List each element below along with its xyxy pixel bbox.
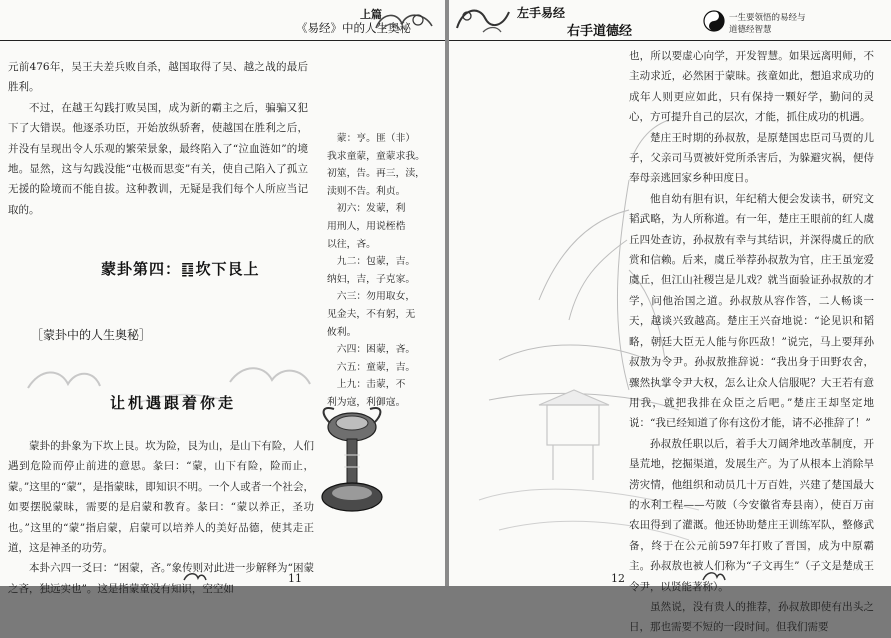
yin-yang-icon (703, 10, 725, 32)
sidebar-line: 见金夫，不有躬，无 (327, 308, 416, 320)
main-text-bottom (8, 436, 314, 599)
sidebar-line: 攸利。 (327, 326, 357, 338)
sidebar-line: 蒙：亨。匪（非） (336, 133, 416, 144)
sidebar-line: 六五：童蒙，吉。 (336, 361, 416, 373)
cloud-ornament-icon (182, 570, 208, 584)
sidebar-line: 初六：发蒙，利 (336, 203, 406, 215)
sidebar-line: 六四：困蒙，吝。 (336, 344, 416, 356)
tagline-line: 一生要领悟的易经与 (729, 13, 806, 23)
bronze-vessel-illustration (314, 405, 390, 525)
chapter-title: 蒙卦第四：䷃坎下艮上 (101, 260, 260, 278)
sidebar-line: 上九：击蒙，不 (336, 379, 406, 391)
section-label: ［蒙卦中的人生奥秘］ (31, 328, 152, 342)
page-number: 11 (288, 572, 302, 585)
cloud-ornament-icon (372, 6, 438, 36)
header-rule (0, 40, 445, 41)
right-page (449, 0, 891, 634)
logo-right-hand: 右手道德经 (567, 24, 633, 39)
sidebar-line: 我求童蒙，童蒙求我。 (327, 150, 425, 162)
header-part: 上篇 (360, 8, 382, 21)
left-page (0, 0, 445, 595)
paragraph: 蒙卦的卦象为下坎上艮。坎为险，艮为山，是山下有险，人们遇到危险而停止前进的意思。彖曰：“蒙，山下有险，险而止，蒙。”这里的“蒙”，是指蒙昧，即知识不明。一个人或者一个社会，如要摆脱蒙昧，需要的是启蒙和教育。彖曰：“蒙以养正，圣功也。”这里的“蒙”指启蒙，启蒙可以培养人的美好品德，使其走正道，这是神圣的功劳。 (8, 440, 314, 555)
header-subtitle: 《易经》中的人生奥秘 (296, 21, 411, 35)
subtitle-heading: 让机遇跟着你走 (110, 394, 237, 412)
sidebar-gua-text (327, 130, 431, 412)
sidebar-line: 初筮，告。再三，渎， (327, 168, 425, 180)
cloud-ornament-icon (701, 568, 727, 584)
paragraph: 虽然说，没有贵人的推荐，孙叔敖即使有出头之日，那也需要不短的一段时间。但我们需要 (629, 600, 874, 634)
paragraph: 元前476年，吴王夫差兵败自杀，越国取得了吴、越之战的最后胜利。 (8, 61, 308, 94)
header-tagline (729, 12, 829, 36)
sidebar-line: 渎则不告。利贞。 (327, 185, 406, 197)
main-text-top (8, 57, 308, 220)
sidebar-line: 用刑人，用说桎梏 (327, 220, 406, 232)
paragraph: 也，所以要虚心向学，开发智慧。如果远离明师，不主动求近，必然困于蒙昧。孩童如此，想追求成功的成年人则更应如此，只有保持一颗好学，勤问的灵心，方可提升自己的层次，才能，抓住成功的机遇。 (629, 50, 874, 124)
paragraph: 不过，在越王勾践打败吴国，成为新的霸主之后，骗骗又犯下了大错误。他逐杀功臣，开始放纵骄奢，使越国在胜利之后，并没有呈现出令人乐观的繁荣景象，最终陷入了“泣血涟如”的境地。显然，这与勾践没能“屯极而思变”有关，使自己陷入了孤立无援的险境而不能自拔。这种教训，无疑是我们每个人所应当记取的。 (8, 101, 308, 216)
paragraph: 楚庄王时期的孙叔敖，是原楚国忠臣司马贾的儿子，父亲司马贾被奸党所杀害后，为躲避灾祸，便侍奉母亲逃回家乡种田度日。 (629, 131, 874, 185)
sidebar-line: 以往，吝。 (327, 238, 376, 250)
main-text (629, 46, 874, 638)
sidebar-line: 九二：包蒙，吉。 (336, 256, 416, 268)
paragraph: 他自幼有胆有识，年纪稍大便会发读书，研究文韬武略，为人所称道。有一年，楚庄王眼前的红人虞丘四处查访，孙叔敖有幸与其结识，并深得虞丘的欣赏和信赖。后来，虞丘举荐孙叔敖为官，庄王虽宠爱虞丘，但江山社稷岂是儿戏？就当面验证孙叔敖的才学，问他治国之道。孙叔敖从容作答，二人畅谈一天，越谈兴致越高。楚庄王兴奋地说：“论见识和韬略，朝廷大臣无人能与你匹敌！”说完，马上要拜孙叔敖为令尹。孙叔敖推辞说：“我出身于田野农舍，骤然执掌令尹大权，怎么让众人信服呢？大王若有意用我，就把我排在众臣之后吧。”楚庄王却坚定地说：“我已经知道了你有这份才能，请不必推辞了！” (629, 192, 874, 430)
tagline-line: 道德经智慧 (729, 25, 772, 35)
sidebar-line: 利为寇，利御寇。 (327, 396, 406, 408)
paragraph: 孙叔敖任职以后，着手大刀阔斧地改革制度，开垦荒地，挖掘渠道，发展生产。为了从根本上消除旱涝灾情，他组织和动员几十万百姓，兴建了楚国最大的水利工程——芍陂（今安徽省寿县南），使百万亩农田得到了灌溉。他还协助楚庄王训练军队，整修武备，终于在公元前597年打败了晋国，成为中原霸主。孙叔敖也被人们称为“子文再生”（子文是楚成王令尹，以贤能著称）。 (629, 437, 874, 593)
logo-left-hand: 左手易经 (517, 6, 566, 20)
sidebar-line: 纳妇，吉，子克家。 (327, 273, 416, 285)
page-number: 12 (611, 572, 625, 585)
dragon-ornament-icon (453, 2, 513, 36)
sidebar-line: 六三：勿用取女， (336, 291, 416, 303)
header-rule (449, 40, 891, 41)
paragraph: 本卦六四一爻曰：“困蒙，吝。”象传则对此进一步解释为“困蒙之吝，独远实也”。这是指蒙童没有知识，空空如 (8, 562, 314, 595)
